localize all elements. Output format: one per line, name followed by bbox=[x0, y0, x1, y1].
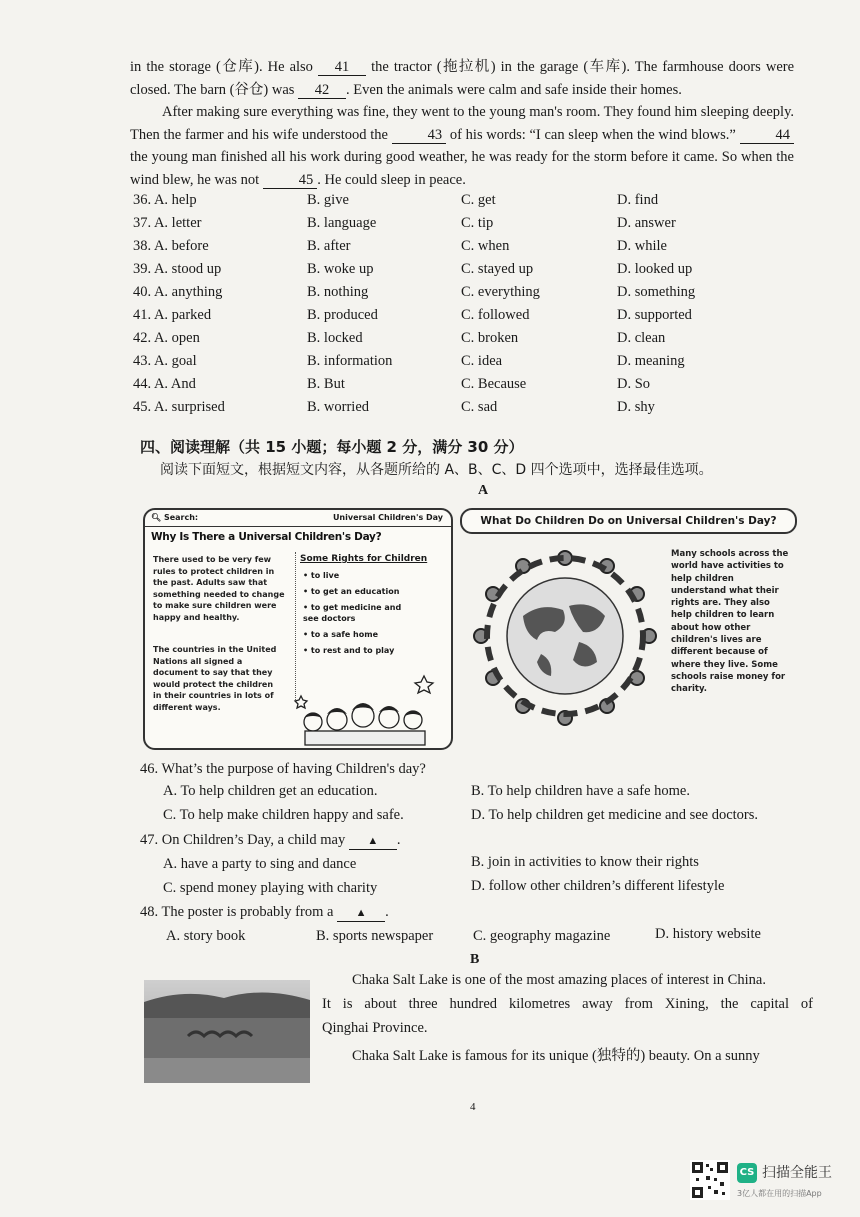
option-d: D. supported bbox=[617, 307, 692, 323]
search-value: Universal Children's Day bbox=[332, 513, 443, 522]
q47-option-a: A. have a party to sing and dance bbox=[163, 856, 357, 872]
option-row bbox=[133, 399, 813, 421]
rights-list bbox=[303, 570, 413, 661]
option-b: B. worried bbox=[307, 399, 370, 415]
option-c: C. everything bbox=[461, 284, 540, 300]
q48-option-c: C. geography magazine bbox=[473, 928, 611, 944]
option-c: C. get bbox=[461, 192, 496, 208]
poster-right-text: Many schools across the world have activities to help children understand what their rights are. They also help children to learn about how other children's lives are different because of where they live. Some schools raise money for charity. bbox=[671, 549, 789, 695]
option-c: C. idea bbox=[461, 353, 503, 369]
text-line: the storm before it came. So when the wind blew, he was not bbox=[130, 149, 794, 188]
globe-children-illustration bbox=[461, 536, 669, 728]
text-line: . He could sleep in peace. bbox=[317, 171, 466, 188]
option-b: B. But bbox=[307, 376, 345, 392]
option-c: C. when bbox=[461, 238, 510, 254]
page-number: 4 bbox=[470, 1101, 476, 1113]
right-item: • to get medicine and see doctors bbox=[303, 603, 402, 623]
text-line: After making sure everything was fine, they went to the young man's room. They found him bbox=[162, 104, 698, 120]
option-c: C. tip bbox=[461, 215, 494, 231]
q48-option-a: A. story book bbox=[166, 928, 246, 944]
passage-label-a: A bbox=[478, 483, 489, 498]
q48-option-d: D. history website bbox=[655, 926, 761, 942]
poster-left-title: Why Is There a Universal Children's Day? bbox=[151, 531, 382, 543]
search-label bbox=[151, 513, 198, 522]
option-b: B. locked bbox=[307, 330, 363, 346]
camscanner-name: 扫描全能王 bbox=[762, 1165, 832, 1181]
option-d: D. So bbox=[617, 376, 651, 392]
right-item: • to get an education bbox=[303, 587, 400, 596]
option-d: D. shy bbox=[617, 399, 655, 415]
poster-left-panel bbox=[143, 508, 453, 750]
option-d: D. find bbox=[617, 192, 659, 208]
salt-lake-photo bbox=[144, 980, 310, 1083]
camscanner-tagline: 3亿人都在用的扫描App bbox=[737, 1189, 822, 1198]
option-b: B. after bbox=[307, 238, 351, 254]
question-46: 46. What’s the purpose of having Children's day? bbox=[140, 761, 426, 777]
option-c: C. Because bbox=[461, 376, 527, 392]
question-48 bbox=[140, 904, 389, 922]
children-faces-illustration bbox=[293, 670, 443, 746]
blank-41: 41 bbox=[318, 59, 366, 76]
option-row bbox=[133, 215, 813, 237]
passage-label-b: B bbox=[470, 952, 480, 967]
option-b: B. woke up bbox=[307, 261, 374, 277]
option-a: 40. A. anything bbox=[133, 284, 223, 300]
option-row bbox=[133, 238, 813, 260]
question-48-text: 48. The poster is probably from a bbox=[140, 904, 334, 920]
passage-b-line: Chaka Salt Lake is famous for its unique (独特的) beauty. On a sunny bbox=[352, 1048, 760, 1064]
text-line: sleeping deeply. Then the farmer and his wife understood the bbox=[130, 104, 795, 143]
option-d: D. meaning bbox=[617, 353, 685, 369]
question-47-end: . bbox=[396, 832, 401, 848]
option-row bbox=[133, 284, 813, 306]
childrens-day-poster bbox=[143, 508, 793, 752]
option-d: D. answer bbox=[617, 215, 676, 231]
search-label-text: Search: bbox=[163, 513, 199, 522]
option-row bbox=[133, 330, 813, 352]
passage-paragraph-1 bbox=[130, 56, 794, 101]
option-a: 44. A. And bbox=[133, 376, 196, 392]
option-b: B. information bbox=[307, 353, 393, 369]
option-c: C. stayed up bbox=[461, 261, 534, 277]
right-item: • to live bbox=[303, 571, 340, 580]
text-line: in the storage (仓库). He also bbox=[130, 59, 313, 75]
option-c: C. sad bbox=[461, 399, 498, 415]
question-47-text: 47. On Children’s Day, a child may bbox=[140, 832, 346, 848]
text-line: the tractor (拖拉机) in the garage (车库). The farmhouse doors bbox=[371, 59, 761, 75]
text-line: of his words: “I can sleep when bbox=[449, 126, 634, 143]
text-line: . Even the animals were calm and safe inside their homes. bbox=[346, 81, 682, 98]
option-a: 41. A. parked bbox=[133, 307, 212, 323]
option-row bbox=[133, 192, 813, 214]
option-d: D. something bbox=[617, 284, 696, 300]
option-c: C. broken bbox=[461, 330, 519, 346]
answer-blank: ▲ bbox=[349, 833, 397, 850]
blank-44: 44 bbox=[740, 127, 795, 144]
text-line: were closed. The barn (谷仓) was bbox=[130, 59, 795, 98]
passage-b-line: Chaka Salt Lake is one of the most amazing places of interest in China. bbox=[352, 972, 766, 988]
option-a: 45. A. surprised bbox=[133, 399, 225, 415]
option-d: D. while bbox=[617, 238, 667, 254]
option-row bbox=[133, 376, 813, 398]
option-b: B. produced bbox=[307, 307, 378, 323]
poster-text-un: The countries in the United Nations all signed a document to say that they would protect the children in their countries in lots of different ways. bbox=[153, 645, 277, 712]
blank-45: 45 bbox=[263, 172, 318, 189]
option-b: B. language bbox=[307, 215, 377, 231]
q46-option-d: D. To help children get medicine and see doctors. bbox=[471, 807, 759, 823]
option-a: 36. A. help bbox=[133, 192, 197, 208]
poster-right-title: What Do Children Do on Universal Children's Day? bbox=[460, 508, 797, 534]
blank-43: 43 bbox=[392, 127, 447, 144]
camscanner-logo: CS bbox=[737, 1163, 757, 1183]
option-row bbox=[133, 307, 813, 329]
right-item: • to a safe home bbox=[303, 630, 378, 639]
option-c: C. followed bbox=[461, 307, 530, 323]
q46-option-b: B. To help children have a safe home. bbox=[471, 783, 690, 799]
qr-code-icon bbox=[690, 1160, 730, 1200]
passage-paragraph-2 bbox=[130, 101, 794, 191]
right-item: • to rest and to play bbox=[303, 646, 395, 655]
q48-option-b: B. sports newspaper bbox=[316, 928, 434, 944]
option-a: 37. A. letter bbox=[133, 215, 202, 231]
option-b: B. nothing bbox=[307, 284, 369, 300]
rights-title: Some Rights for Children bbox=[300, 554, 428, 564]
question-48-end: . bbox=[385, 904, 389, 920]
q46-option-c: C. To help make children happy and safe. bbox=[163, 807, 404, 823]
section-instruction: 阅读下面短文，根据短文内容，从各题所给的 A、B、C、D 四个选项中，选择最佳选项。 bbox=[160, 462, 713, 478]
blank-42: 42 bbox=[298, 82, 346, 99]
q47-option-d: D. follow other children’s different lifestyle bbox=[471, 878, 725, 894]
q46-option-a: A. To help children get an education. bbox=[163, 783, 378, 799]
option-row bbox=[133, 261, 813, 283]
q47-option-b: B. join in activities to know their rights bbox=[471, 854, 699, 870]
answer-blank: ▲ bbox=[337, 905, 385, 922]
option-a: 43. A. goal bbox=[133, 353, 197, 369]
poster-search-bar bbox=[145, 510, 451, 527]
option-row bbox=[133, 353, 813, 375]
question-47 bbox=[140, 832, 401, 850]
poster-text-past: There used to be very few rules to protect children in the past. Adults saw that something needed to change to make sure children were happy and healthy. bbox=[153, 555, 285, 622]
option-a: 38. A. before bbox=[133, 238, 209, 254]
text-line: the wind blows.” bbox=[636, 126, 736, 143]
q47-option-c: C. spend money playing with charity bbox=[163, 880, 378, 896]
option-a: 42. A. open bbox=[133, 330, 200, 346]
option-b: B. give bbox=[307, 192, 349, 208]
section-heading: 四、阅读理解（共 15 小题；每小题 2 分，满分 30 分） bbox=[140, 438, 524, 456]
passage-b-line: Qinghai Province. bbox=[322, 1020, 428, 1036]
search-icon: 🔍︎ bbox=[151, 513, 162, 522]
option-a: 39. A. stood up bbox=[133, 261, 222, 277]
passage-b-line: It is about three hundred kilometres away from Xining, the capital of bbox=[322, 996, 813, 1012]
option-d: D. looked up bbox=[617, 261, 693, 277]
option-d: D. clean bbox=[617, 330, 666, 346]
text-line: the young man finished all his work during good weather, he was ready for bbox=[130, 149, 569, 165]
